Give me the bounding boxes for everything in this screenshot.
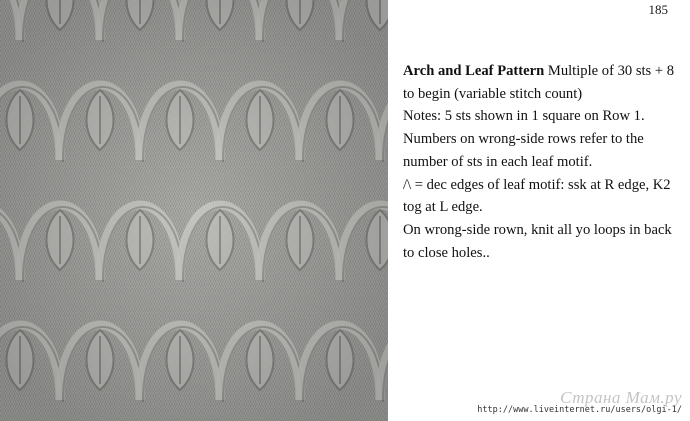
pattern-intro [403,60,679,105]
decrease-note: /\ = dec edges of leaf motif: ssk at R edge, K2 tog at L edge. [403,176,671,216]
page-number: 185 [648,2,668,17]
wrong-side-note: On wrong-side rown, knit all yo loops in back to close holes.. [403,221,672,261]
watermark-logo: Страна Мам.ру [560,388,682,407]
watermark-url: http://www.liveinternet.ru/users/olgi-1/ [477,405,682,415]
pattern-notes: Notes: 5 sts shown in 1 square on Row 1. Numbers on wrong-side rows refer to the number of sts in each leaf motif. [403,108,645,170]
stitch-multiple: Multiple of 30 sts + 8 to begin (variable stitch count) [403,63,675,102]
pattern-description [403,60,679,264]
pattern-title: Arch and Leaf Pattern [403,63,545,79]
watermark [477,388,682,415]
